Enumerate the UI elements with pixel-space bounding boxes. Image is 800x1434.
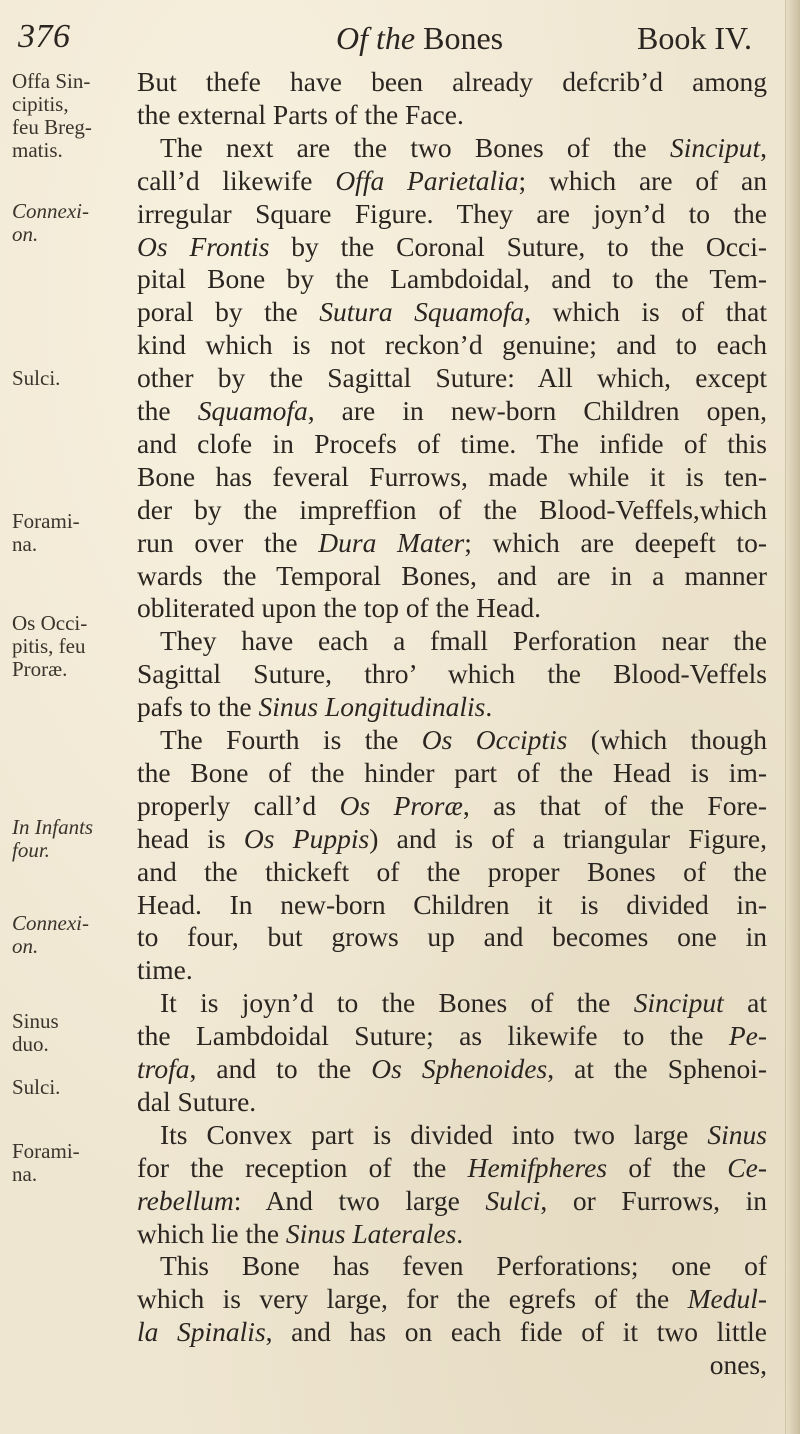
text-line (137, 757, 767, 789)
text-segment: at (723, 987, 767, 1019)
text-segment: the external Parts of the Face. (137, 98, 464, 130)
text-segment: Os Frontis (137, 230, 270, 262)
running-title-main: Bones (423, 20, 504, 56)
page-number: 376 (18, 18, 71, 55)
text-line (137, 165, 767, 197)
text-segment: wards the Temporal Bones, and are in a manner (137, 559, 767, 591)
text-segment: , (760, 131, 767, 163)
text-line (137, 231, 767, 263)
text-segment: irregular Square Figure. They are joyn’d to the (137, 197, 767, 229)
text-segment: , or Furrows, in (540, 1184, 767, 1216)
text-segment: the Bone of the hinder part of the Head is im- (137, 756, 767, 788)
text-line (137, 921, 767, 953)
text-segment: Hemifpheres (467, 1151, 608, 1183)
text-segment: dal Suture. (137, 1085, 257, 1117)
text-segment: Os Sphenoides (371, 1053, 548, 1084)
text-segment: to four, but grows up and becomes one in (137, 921, 767, 953)
text-line (137, 296, 767, 328)
text-segment: time. (137, 954, 193, 986)
text-segment: , and has on each fide of it two little (265, 1316, 767, 1348)
text-segment: This Bone has feven Perforations; one of (160, 1250, 767, 1282)
text-line (137, 362, 767, 394)
text-line (137, 1020, 767, 1052)
text-segment: poral by the (137, 296, 320, 328)
text-line (160, 132, 767, 164)
margin-note-os-occipitis-3: Proræ. (12, 657, 68, 681)
text-segment: They have each a fmall Perforation near the (160, 625, 767, 657)
text-line (137, 99, 767, 131)
text-line (137, 1086, 767, 1118)
text-segment: , which is of that (524, 296, 767, 328)
text-line (137, 1185, 767, 1217)
text-line (137, 560, 767, 592)
margin-note-ossa-sincipitis: Offa Sin- (12, 69, 91, 93)
text-line (160, 1250, 767, 1282)
margin-note-os-occipitis-2: pitis, feu (12, 634, 86, 658)
margin-note-foramina-2b: na. (12, 1162, 38, 1186)
text-segment: Sinciput (633, 987, 724, 1019)
text-segment: Head. In new-born Children it is divided in- (137, 888, 767, 920)
margin-note-connexion-2: Connexi- (12, 911, 89, 935)
text-line (137, 658, 767, 690)
text-segment: Bone has feveral Furrows, made while it is ten- (137, 460, 767, 492)
margin-note-connexion-1b: on. (12, 222, 39, 246)
text-segment: But thefe have been already defcrib’d among (137, 66, 767, 97)
margin-note-foramina-1: Forami- (12, 509, 80, 533)
text-segment: , and to the (189, 1053, 372, 1084)
margin-note-ossa-sincipitis-2: cipitis, (12, 92, 69, 116)
text-segment: Os Occiptis (421, 724, 568, 755)
text-segment: ; which are deepeft to- (464, 526, 767, 558)
margin-note-connexion-1: Connexi- (12, 199, 89, 223)
text-segment: rebellum (137, 1184, 234, 1216)
margin-note-sulci-1: Sulci. (12, 366, 61, 390)
margin-note-foramina-2: Forami- (12, 1139, 80, 1163)
text-segment: Sinus Longitudinalis (258, 691, 486, 723)
text-segment: . (456, 1217, 464, 1249)
text-segment: other by the Sagittal Suture: All which, except (137, 362, 767, 394)
text-segment: : And two large (233, 1184, 486, 1216)
text-segment: Medul- (687, 1283, 767, 1315)
text-segment: of the (607, 1151, 728, 1183)
text-segment: ones, (709, 1349, 767, 1381)
text-segment: properly call’d (137, 789, 340, 821)
text-line (137, 461, 767, 493)
text-segment: It is joyn’d to the Bones of the (160, 987, 634, 1019)
text-line (137, 527, 767, 559)
text-line (137, 1218, 767, 1250)
margin-note-ossa-sincipitis-4: matis. (12, 138, 63, 162)
text-segment: Offa Parietalia (335, 164, 519, 196)
text-line (137, 395, 767, 427)
text-line (137, 856, 767, 888)
text-segment: the (137, 395, 198, 426)
text-segment: by the Coronal Suture, to the Occi- (269, 230, 767, 262)
text-line (137, 1152, 767, 1184)
text-segment: Sinus Laterales (285, 1217, 457, 1249)
text-line (137, 329, 767, 361)
margin-note-connexion-2b: on. (12, 934, 39, 958)
text-line (137, 494, 767, 526)
text-segment: la Spinalis (137, 1316, 266, 1348)
text-segment: der by the impreffion of the Blood-Veffels,which (137, 493, 767, 525)
text-line (137, 592, 767, 624)
text-line (160, 724, 767, 756)
margin-note-foramina-1b: na. (12, 532, 38, 556)
text-segment: , as that of the Fore- (462, 789, 767, 821)
text-segment: Os Puppis (243, 822, 370, 854)
text-segment: ) and is of a triangular Figure, (369, 822, 768, 854)
text-line (137, 954, 767, 986)
text-segment: Squamofa (197, 395, 308, 426)
text-line (137, 198, 767, 230)
text-segment: , are in new-born Children open, (307, 395, 767, 426)
book-label: Book IV. (637, 20, 752, 56)
text-segment: The Fourth is the (160, 724, 422, 755)
text-line (137, 1316, 767, 1348)
text-segment: which lie the (137, 1217, 286, 1249)
margin-note-sinus-duo-2: duo. (12, 1032, 49, 1056)
text-line (137, 1283, 767, 1315)
margin-note-ossa-sincipitis-3: feu Breg- (12, 115, 92, 139)
text-segment: Sutura Squamofa (319, 296, 525, 328)
text-segment: head is (137, 822, 244, 854)
text-segment: The next are the two Bones of the (160, 131, 670, 163)
text-segment: and the thickeft of the proper Bones of the (137, 855, 767, 887)
text-line (137, 1053, 767, 1085)
margin-note-os-occipitis: Os Occi- (12, 611, 88, 635)
text-segment: Sinciput (669, 131, 761, 163)
text-segment: call’d likewife (137, 164, 336, 196)
text-segment: which is very large, for the egrefs of the (137, 1283, 688, 1315)
margin-note-in-infants: In Infants (12, 815, 94, 839)
text-line (160, 625, 767, 657)
text-line (137, 889, 767, 921)
page-edge (785, 0, 800, 1434)
text-segment: kind which is not reckon’d genuine; and to each (137, 329, 767, 361)
text-segment: and clofe in Procefs of time. The infide of this (137, 427, 767, 459)
text-segment: Ce- (727, 1151, 767, 1183)
text-line (137, 790, 767, 822)
text-segment: the Lambdoidal Suture; as likewife to the (137, 1020, 729, 1052)
text-line (137, 66, 767, 98)
text-segment: . (485, 691, 493, 723)
text-segment: , at the Sphenoi- (547, 1053, 767, 1084)
text-line (160, 987, 767, 1019)
text-segment: Its Convex part is divided into two large (160, 1118, 708, 1150)
text-segment: Dura Mater (318, 526, 465, 558)
text-segment: pital Bone by the Lambdoidal, and to the Tem- (137, 263, 767, 295)
text-line (160, 1119, 767, 1151)
text-segment: run over the (137, 526, 319, 558)
running-title-prefix: Of the (336, 20, 424, 56)
text-segment: for the reception of the (137, 1151, 468, 1183)
margin-note-sulci-2: Sulci. (12, 1075, 61, 1099)
text-segment: ; which are of an (518, 164, 768, 196)
text-segment: Pe- (728, 1020, 767, 1052)
text-line (137, 263, 767, 295)
text-segment: trofa (137, 1053, 190, 1084)
text-segment: Sulci (485, 1184, 541, 1216)
text-line (137, 1349, 767, 1381)
text-line (137, 691, 767, 723)
margin-note-in-infants-2: four. (12, 838, 50, 862)
text-segment: Sagittal Suture, thro’ which the Blood-Veffels (137, 658, 767, 690)
text-segment: Os Proræ (339, 789, 463, 821)
margin-note-sinus-duo: Sinus (12, 1009, 59, 1033)
text-segment: pafs to the (137, 691, 259, 723)
text-segment: Sinus (707, 1118, 767, 1150)
text-line (137, 428, 767, 460)
text-line (137, 823, 767, 855)
text-segment: obliterated upon the top of the Head. (137, 592, 541, 624)
text-segment: (which though (567, 724, 767, 755)
